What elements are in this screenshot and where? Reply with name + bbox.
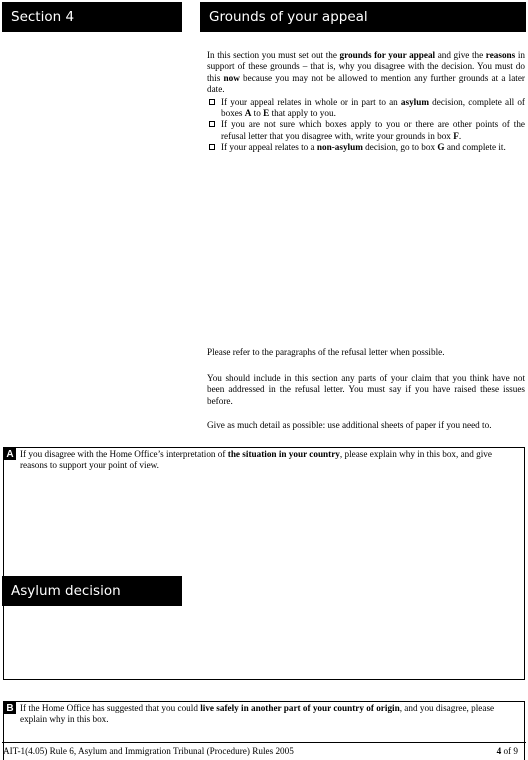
instr-bold-grounds: grounds for your appeal [339, 50, 436, 60]
box-a-label: A [4, 448, 16, 460]
asylum-decision-header-label: Asylum decision [11, 583, 121, 599]
box-b-text: If the Home Office has suggested that you could [20, 703, 201, 713]
bullet-text: decision, go to box [362, 142, 438, 153]
checkbox-bullet-icon [209, 121, 215, 127]
checkbox-bullet-icon [209, 99, 215, 105]
grounds-header-label: Grounds of your appeal [209, 9, 368, 25]
box-b-label: B [4, 702, 16, 714]
instr-text: in support of these grounds – that is, why you disagree with the decision. You must do this [207, 50, 525, 83]
box-b-question [20, 703, 516, 726]
box-a-text: , please explain why in this box, and give reasons to support your point of view. [20, 449, 492, 471]
bullet-item [207, 119, 525, 142]
detail-paragraph: Give as much detail as possible: use additional sheets of paper if you need to. [207, 420, 492, 430]
bullet-text: If your appeal relates in whole or in part to an [221, 96, 401, 107]
bullet-text: If your appeal relates to a [221, 142, 317, 153]
refer-paragraph: Please refer to the paragraphs of the refusal letter when possible. [207, 347, 445, 357]
instr-bold-reasons: reasons [485, 50, 516, 60]
bullet-text: If you are not sure which boxes apply to you or there are other points of the refusal letter that you disagree with, write your grounds in box [221, 119, 525, 141]
bullet-text: decision, complete all of boxes [221, 96, 525, 119]
bullet-bold: non-asylum [316, 142, 363, 153]
instr-text: and give the [435, 50, 486, 60]
grounds-header [200, 2, 526, 32]
footer-divider [2, 742, 526, 743]
instructions-bullet-list [207, 97, 525, 154]
section-header-label: Section 4 [11, 9, 75, 25]
bullet-text: and complete it. [444, 142, 506, 153]
bullet-bold: asylum [400, 96, 430, 107]
instructions-block [207, 50, 525, 154]
instr-text: In this section you must set out the [207, 50, 340, 60]
instr-text: because you may not be allowed to mention any further grounds at a later date. [207, 72, 525, 95]
box-a-text: If you disagree with the Home Office’s interpretation of [20, 449, 228, 459]
bullet-text: . [458, 130, 462, 141]
bullet-bold: G [437, 142, 445, 153]
box-b-bold: live safely in another part of your country of origin [200, 703, 400, 713]
page-number-current: 4 [496, 746, 502, 756]
page-number-total: of 9 [501, 746, 518, 756]
footer-page-number [497, 746, 518, 756]
include-paragraph: You should include in this section any parts of your claim that you think have not been addressed in the refusal letter. You must say if you have raised these issues before. [207, 373, 525, 406]
bullet-item [207, 142, 525, 153]
box-a-bold: the situation in your country [227, 449, 340, 459]
bullet-bold: A [244, 108, 252, 119]
bullet-text: to [251, 108, 264, 119]
box-a-question [20, 449, 516, 472]
bullet-bold: F [453, 130, 459, 141]
box-a-answer-area[interactable] [3, 447, 525, 680]
checkbox-bullet-icon [209, 144, 215, 150]
bullet-text: that apply to you. [269, 108, 336, 119]
bullet-item [207, 97, 525, 120]
bullet-bold: E [263, 108, 270, 119]
footer-form-reference: AIT-1(4.05) Rule 6, Asylum and Immigration Tribunal (Procedure) Rules 2005 [3, 746, 294, 756]
instr-bold-now: now [223, 72, 240, 83]
section-header [2, 2, 182, 32]
instructions-paragraph [207, 50, 525, 96]
box-b-text: , and you disagree, please explain why in this box. [20, 703, 495, 725]
